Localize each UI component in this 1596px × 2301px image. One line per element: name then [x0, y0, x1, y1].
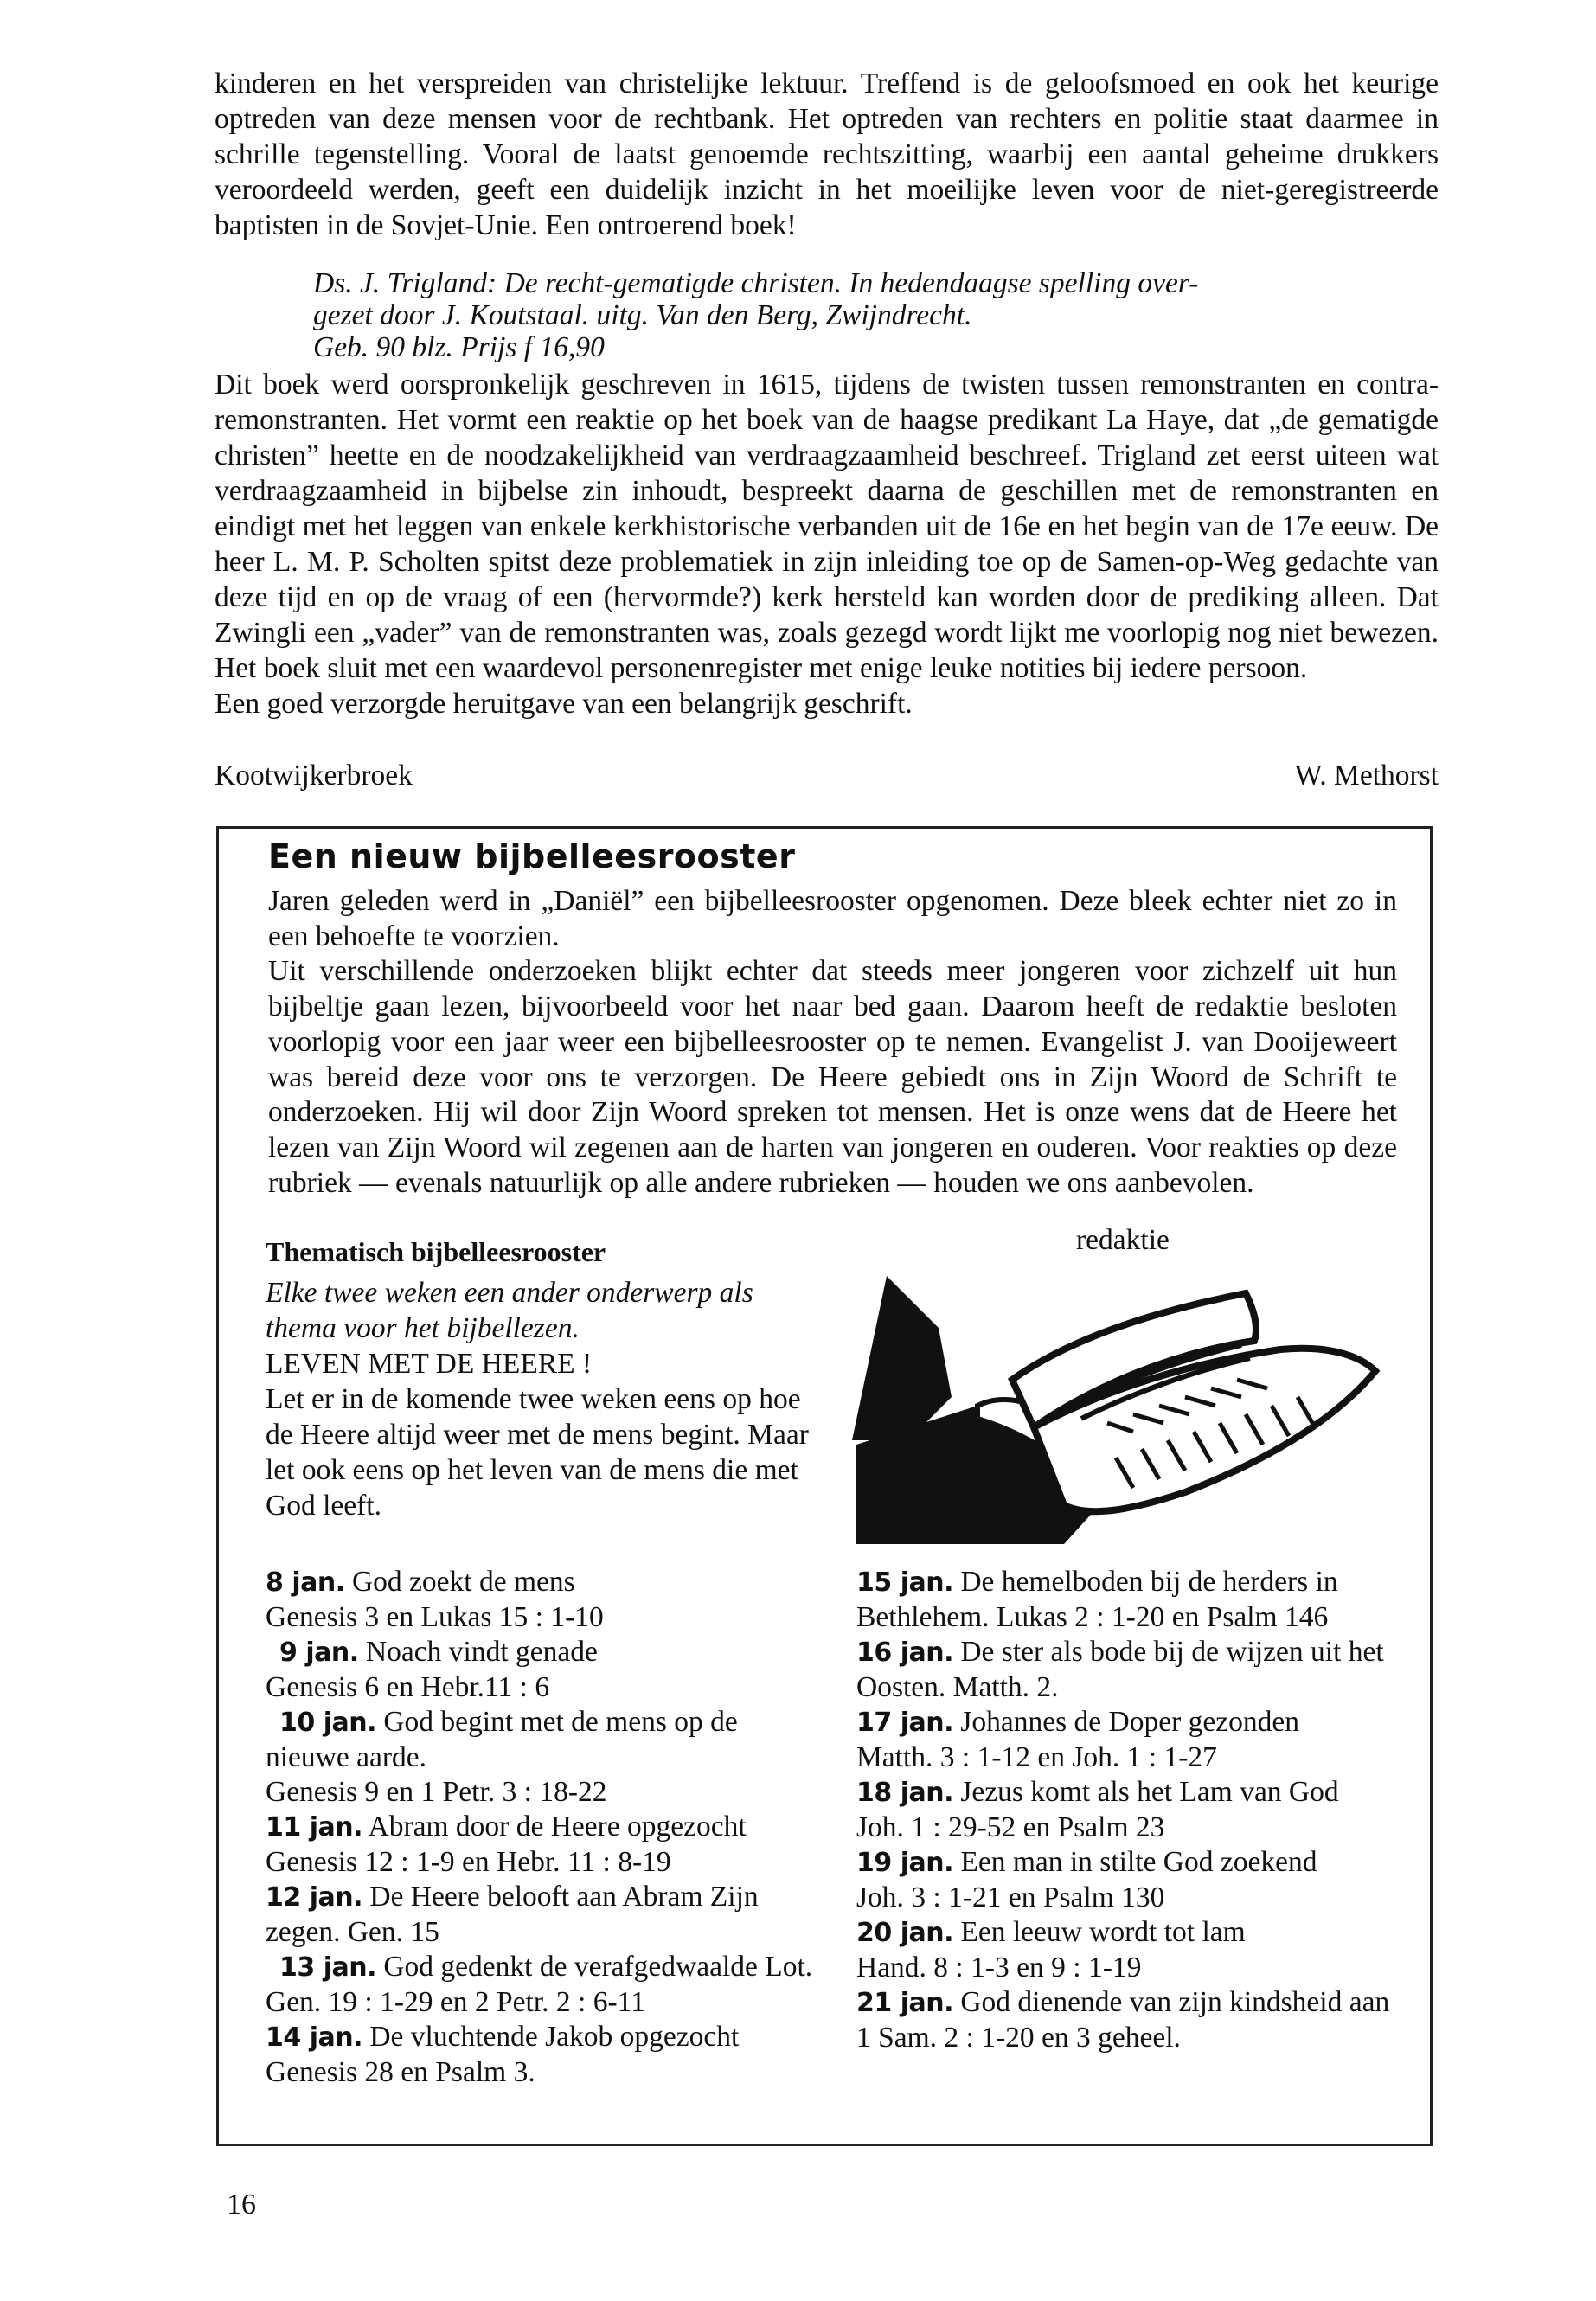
review-main-text: Dit boek werd oorspronkelijk geschreven in 1615, tijdens de twisten tussen remonstranten en contra-remonstranten. Het vormt een reaktie op het boek van de haagse predikant La Haye, dat „de gematigde christen” heette en de noodzakelijkheid van verdraagzaamheid beschreef. Trigland zet eerst uiteen wat verdraagzaamheid in bijbelse zin inhoudt, bespreekt daarna de geschillen met de remonstranten en eindigt met het leggen van enkele kerkhistorische verbanden uit de 16e en het begin van de 17e eeuw. De heer L. M. P. Scholten spitst deze problematiek in zijn inleiding toe op de Samen-op-Weg gedachte van deze tijd en op de vraag of een (hervormde?) kerk hersteld kan worden door de prediking alleen. Dat Zwingli een „vader” van de remonstranten was, zoals gezegd wordt lijkt me voorlopig nog niet bewezen. Het boek sluit met een waardevol personenregister met enige leuke notities bij iedere persoon.: [215, 369, 1439, 684]
schedule-entry: [856, 1635, 1419, 1705]
signature-place: Kootwijkerbroek: [215, 760, 413, 792]
entry-ref: Matth. 3 : 1-12 en Joh. 1 : 1-27: [856, 1741, 1217, 1773]
entry-ref: Genesis 9 en 1 Petr. 3 : 18-22: [266, 1776, 607, 1808]
entry-title: De hemelboden bij de herders in Bethlehem. Lukas 2 : 1-20 en Psalm 146: [856, 1566, 1338, 1633]
day-label: 21 jan.: [856, 1988, 953, 2018]
day-label: 12 jan.: [266, 1882, 362, 1913]
day-label: 20 jan.: [856, 1918, 953, 1948]
schedule-entry: [856, 1845, 1419, 1915]
review-closing: Een goed verzorgde heruitgave van een belangrijk geschrift.: [215, 688, 913, 720]
entry-title: Abram door de Heere opgezocht: [368, 1811, 747, 1843]
schedule-entry: [856, 1705, 1419, 1775]
entry-title: De vluchtende Jakob opgezocht: [369, 2021, 740, 2053]
schedule-entry: [856, 1565, 1419, 1635]
entry-title: De Heere belooft aan Abram Zijn zegen. Gen. 15: [266, 1881, 759, 1948]
day-label: 18 jan.: [856, 1778, 953, 1808]
day-label: 15 jan.: [856, 1567, 953, 1598]
entry-ref: Genesis 3 en Lukas 15 : 1-10: [266, 1601, 604, 1633]
thema-italic: Elke twee weken een ander onderwerp als thema voor het bijbellezen.: [266, 1277, 753, 1344]
entry-ref: Genesis 28 en Psalm 3.: [266, 2056, 535, 2088]
signature-author: W. Methorst: [1294, 760, 1439, 792]
entry-ref: Genesis 12 : 1-9 en Hebr. 11 : 8-19: [266, 1846, 671, 1878]
redaktie-signature: redaktie: [1076, 1224, 1170, 1256]
schedule-right-column: [856, 1565, 1419, 2055]
schedule-left-column: [266, 1565, 819, 2090]
thema-text: Let er in de komende twee weken eens op hoe de Heere altijd weer met de mens begint. Maar let ook eens op het leven van de mens die met God leeft.: [266, 1383, 809, 1522]
schedule-entry: [266, 1635, 819, 1705]
entry-title: Een leeuw wordt tot lam: [960, 1916, 1246, 1948]
entry-title: God begint met de mens op de nieuwe aarde.: [266, 1706, 738, 1773]
day-label: 19 jan.: [856, 1848, 953, 1878]
day-label: 13 jan.: [279, 1952, 376, 1983]
day-label: 16 jan.: [856, 1638, 953, 1668]
schedule-entry: [266, 1950, 819, 2020]
schedule-entry: [266, 1705, 819, 1810]
entry-title: Johannes de Doper gezonden: [960, 1706, 1299, 1738]
entry-title: Een man in stilte God zoekend: [960, 1846, 1317, 1878]
entry-ref: Genesis 6 en Hebr.11 : 6: [266, 1671, 550, 1703]
box-title: Een nieuw bijbelleesrooster: [268, 837, 796, 875]
schedule-entry: [266, 1565, 819, 1635]
entry-title: God zoekt de mens: [351, 1566, 575, 1598]
entry-title: Noach vindt genade: [365, 1636, 598, 1668]
schedule-entry: [856, 1915, 1419, 1985]
book-line-1: Ds. J. Trigland: De recht-gematigde christen. In hedendaagse spelling over-: [313, 267, 1199, 299]
review-signature: [215, 760, 1439, 792]
day-label: 8 jan.: [266, 1567, 345, 1598]
day-label: 9 jan.: [279, 1638, 359, 1668]
entry-title: God gedenkt de verafgedwaalde Lot. Gen. 19 : 1-29 en 2 Petr. 2 : 6-11: [266, 1951, 813, 2018]
entry-ref: Hand. 8 : 1-3 en 9 : 1-19: [856, 1952, 1142, 1984]
schedule-entry: [856, 1775, 1419, 1845]
day-label: 14 jan.: [266, 2022, 362, 2053]
schedule-entry: [266, 1880, 819, 1950]
thema-intro: [266, 1275, 811, 1523]
entry-title: Jezus komt als het Lam van God: [960, 1776, 1339, 1808]
box-intro-2: Uit verschillende onderzoeken blijkt echter dat steeds meer jongeren voor zichzelf uit hun bijbeltje gaan lezen, bijvoorbeeld voor het naar bed gaan. Daarom heeft de redaktie besloten voorlopig voor een jaar weer een bijbelleesrooster op te nemen. Evangelist J. van Dooijeweert was bereid deze voor ons te verzorgen. De Heere gebiedt ons in Zijn Woord de Schrift te onderzoeken. Hij wil door Zijn Woord spreken tot mensen. Het is onze wens dat de Heere het lezen van Zijn Woord wil zegenen aan de harten van jongeren en ouderen. Voor reakties op deze rubriek — evenals natuurlijk op alle andere rubrieken — houden we ons aanbevolen.: [268, 955, 1397, 1199]
entry-ref: Joh. 3 : 1-21 en Psalm 130: [856, 1881, 1165, 1913]
entry-title: God dienende van zijn kindsheid aan: [960, 1986, 1390, 2018]
open-book-illustration: [1012, 1293, 1375, 1511]
box-intro-1: Jaren geleden werd in „Daniël” een bijbelleesrooster opgenomen. Deze bleek echter niet zo in een behoefte te voorzien.: [268, 885, 1397, 952]
day-label: 11 jan.: [266, 1812, 362, 1843]
schedule-entry: [266, 2020, 819, 2090]
day-label: 10 jan.: [279, 1708, 376, 1738]
book-line-3: Geb. 90 blz. Prijs f 16,90: [313, 331, 605, 363]
open-bible-illustration: [848, 1259, 1384, 1566]
thema-heading: Thematisch bijbelleesrooster: [266, 1236, 606, 1267]
book-heading: [215, 267, 1439, 363]
review-top-text: kinderen en het verspreiden van christelijke lektuur. Treffend is de geloofsmoed en ook het keurige optreden van deze mensen voor de rechtbank. Het optreden van rechters en politie staat daarmee in schrille tegenstelling. Vooral de laatst genoemde rechtszitting, waarbij een aantal geheime drukkers veroordeeld werden, geeft een duidelijk inzicht in het moeilijke leven voor de niet-geregistreerde baptisten in de Sovjet-Unie. Een ontroerend boek!: [215, 67, 1439, 241]
entry-ref: Joh. 1 : 29-52 en Psalm 23: [856, 1811, 1165, 1843]
page-number: 16: [227, 2189, 256, 2221]
book-line-2: gezet door J. Koutstaal. uitg. Van den Berg, Zwijndrecht.: [313, 299, 972, 331]
day-label: 17 jan.: [856, 1708, 953, 1738]
schedule-entry: [856, 1985, 1419, 2055]
entry-title: De ster als bode bij de wijzen uit het Oosten. Matth. 2.: [856, 1636, 1384, 1703]
thema-caps: LEVEN MET DE HEERE !: [266, 1348, 593, 1380]
schedule-entry: [266, 1810, 819, 1880]
review-continuation: [215, 66, 1439, 721]
entry-ref: 1 Sam. 2 : 1-20 en 3 geheel.: [856, 2022, 1181, 2054]
